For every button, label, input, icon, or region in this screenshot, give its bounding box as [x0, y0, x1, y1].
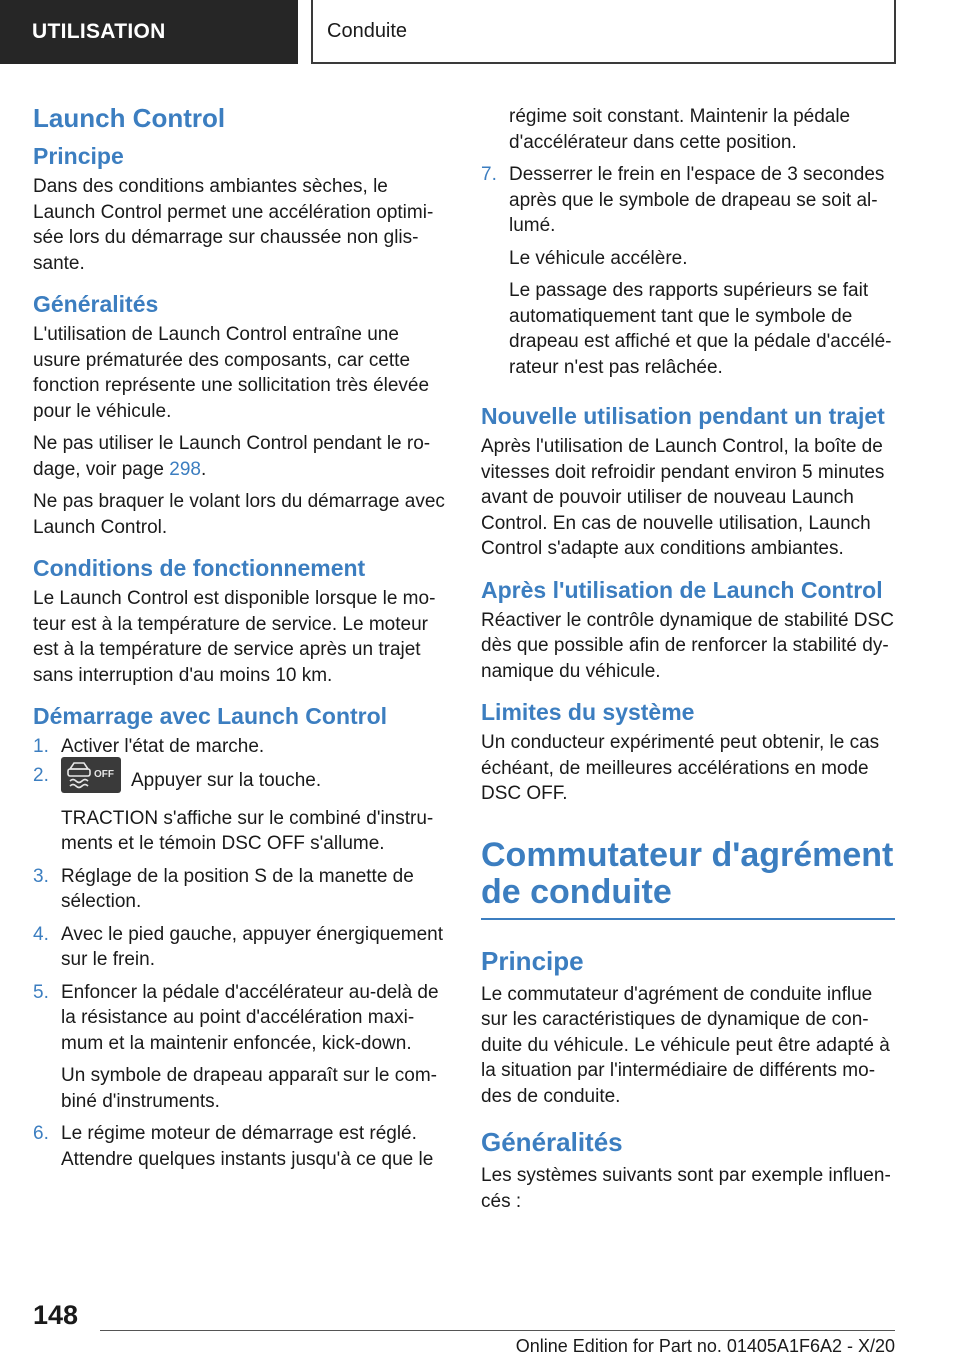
commutateur-principe-text: Le commutateur d'agrément de conduite influe sur les caractéristiques de dynamique de conduite du véhicule. Le véhicule peut être adapté à la situation par l'intermédiaire de différents modes de conduite.	[481, 983, 890, 1107]
demarrage-heading: Démarrage avec Launch Control	[33, 703, 388, 729]
section-tab	[0, 0, 298, 64]
dsc-off-label: OFF	[94, 768, 114, 780]
chapter-tab	[311, 0, 896, 64]
step-number: 2.	[33, 764, 49, 786]
demarrage-steps	[33, 734, 445, 1172]
step-text: Activer l'état de marche.	[61, 736, 265, 757]
step-number: 5.	[33, 981, 49, 1003]
limites-heading: Limites du système	[481, 699, 695, 725]
step-number: 1.	[33, 736, 49, 757]
step-2	[33, 763, 445, 857]
conditions-heading: Conditions de fonctionnement	[33, 555, 366, 581]
step-text: régime soit constant. Maintenir la pédale d'accélérateur dans cette position.	[509, 106, 851, 153]
generalites-p1: L'utilisation de Launch Control entraîne une usure prématurée des composants, car cette fonction représente une sollicitation très élevée pour le véhicule.	[33, 324, 430, 422]
demarrage-steps-continued	[481, 104, 895, 380]
generalites-p3: Ne pas braquer le volant lors du démarrage avec Launch Control.	[33, 491, 445, 538]
step-6	[33, 1121, 445, 1172]
step-2-text: Appuyer sur la touche.	[131, 769, 322, 791]
generalites-heading: Généralités	[33, 291, 159, 317]
launch-control-title: Launch Control	[33, 103, 226, 133]
traction-dsc-off-button-icon	[61, 757, 121, 793]
principe-text: Dans des conditions ambiantes sèches, le Launch Control permet une accélération optimisée lors du démarrage sur chaussée non glissante.	[33, 176, 434, 274]
commutateur-generalites-heading: Généralités	[481, 1127, 623, 1157]
generalites-p2-end: .	[200, 458, 207, 480]
page-link-298[interactable]: 298	[169, 458, 201, 480]
step-2-note: TRACTION s'affiche sur le combiné d'instruments et le témoin DSC OFF s'allume.	[61, 807, 434, 854]
step-number: 7.	[481, 164, 497, 185]
step-6-continued	[481, 104, 895, 155]
commutateur-principe-heading: Principe	[481, 945, 584, 976]
step-5	[33, 980, 445, 1115]
step-4	[33, 922, 445, 973]
step-text: Avec le pied gauche, appuyer énergiquement sur le frein.	[61, 923, 444, 970]
principe-heading: Principe	[33, 143, 124, 169]
apres-utilisation-text: Réactiver le contrôle dynamique de stabilité DSC dès que possible afin de renforcer la stabilité dynamique du véhicule.	[481, 609, 894, 682]
generalites-p2	[33, 431, 445, 482]
commutateur-generalites-text: Les systèmes suivants sont par exemple influencés :	[481, 1165, 891, 1212]
step-5-note: Un symbole de drapeau apparaît sur le combiné d'instruments.	[61, 1065, 437, 1112]
step-number: 6.	[33, 1123, 49, 1144]
page-number: 148	[33, 1300, 79, 1330]
step-text: Enfoncer la pédale d'accélérateur au-delà de la résistance au point d'accélération maximum et la maintenir enfoncée, kick-down.	[61, 981, 439, 1054]
step-text	[61, 763, 445, 799]
step-number: 4.	[33, 923, 49, 945]
footer-edition: Online Edition for Part no. 01405A1F6A2 - X/20	[515, 1336, 895, 1356]
left-column	[33, 100, 445, 1179]
footer-divider	[100, 1330, 895, 1331]
nouvelle-utilisation-heading: Nouvelle utilisation pendant un trajet	[481, 403, 885, 429]
step-3	[33, 864, 445, 915]
commutateur-title: Commutateur d'agrément de conduite	[481, 837, 895, 920]
step-number: 3.	[33, 865, 49, 887]
step-text: Réglage de la position S de la manette de sélection.	[61, 865, 414, 912]
generalites-p2-text: Ne pas utiliser le Launch Control pendant le rodage, voir page	[33, 433, 431, 480]
step-7-note-2: Le passage des rapports supérieurs se fait automatiquement tant que le symbole de drapeau est affiché et que la pédale d'accélérateur n'est pas relâchée.	[509, 280, 892, 378]
step-7-note-1: Le véhicule accélère.	[509, 247, 688, 269]
chapter-label: Conduite	[327, 19, 408, 42]
nouvelle-utilisation-text: Après l'utilisation de Launch Control, la boîte de vitesses doit refroidir pendant environ 5 minutes avant de pouvoir utiliser de nouveau Launch Control. En cas de nouvelle utilisation, Launch Control s'adapte aux conditions ambiantes.	[481, 436, 885, 559]
conditions-text: Le Launch Control est disponible lorsque le moteur est à la température de service. Le moteur est à la température de service après un trajet sans interruption d'au moins 10 km.	[33, 588, 436, 686]
apres-utilisation-heading: Après l'utilisation de Launch Control	[481, 576, 883, 603]
section-label: UTILISATION	[32, 20, 166, 43]
right-column	[481, 104, 895, 1221]
step-text: Desserrer le frein en l'espace de 3 secondes après que le symbole de drapeau se soit allumé.	[509, 164, 885, 236]
limites-text: Un conducteur expérimenté peut obtenir, le cas échéant, de meilleures accélérations en mode DSC OFF.	[481, 732, 880, 804]
step-7	[481, 162, 895, 380]
step-text: Le régime moteur de démarrage est réglé. Attendre quelques instants jusqu'à ce que le	[61, 1123, 434, 1170]
